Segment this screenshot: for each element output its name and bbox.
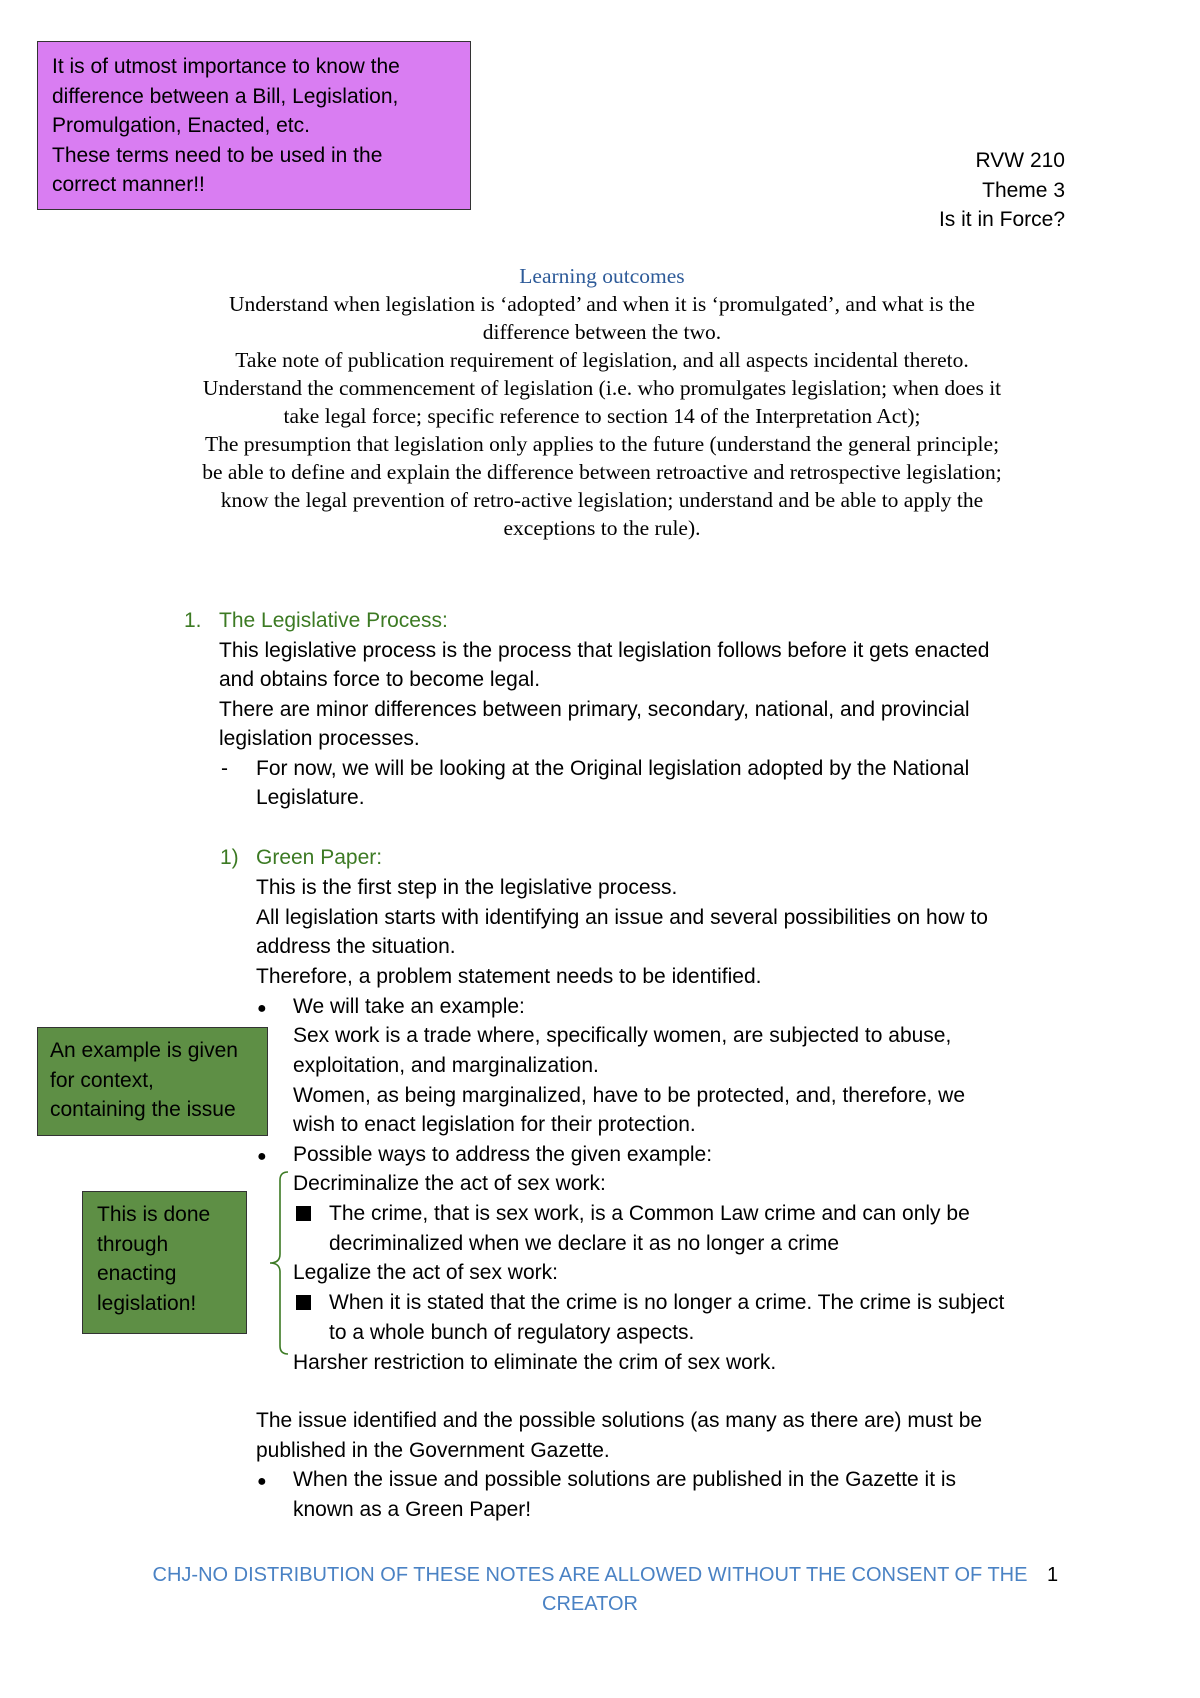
- callout-line: Promulgation, Enacted, etc.: [52, 114, 310, 138]
- subsection-text: This is the first step in the legislative process.: [256, 876, 678, 899]
- dash-marker: -: [221, 757, 228, 780]
- callout-line: These terms need to be used in the: [52, 143, 383, 167]
- footer-line: CHJ-NO DISTRIBUTION OF THESE NOTES ARE ALLOWED WITHOUT THE CONSENT OF THE: [152, 1564, 1028, 1586]
- dash-item-text: Legislature.: [256, 786, 365, 809]
- subsection-text: Therefore, a problem statement needs to be identified.: [256, 965, 762, 988]
- example-text: wish to enact legislation for their protection.: [293, 1113, 696, 1136]
- callout-example-context: [37, 1027, 268, 1136]
- bullet-text: Possible ways to address the given example:: [293, 1143, 713, 1166]
- learning-outcomes-title: Learning outcomes: [519, 264, 685, 288]
- section-text: and obtains force to become legal.: [219, 668, 541, 691]
- callout-line: legislation!: [97, 1291, 197, 1315]
- callout-line: for context,: [50, 1068, 154, 1092]
- outcome-line: Understand the commencement of legislation (i.e. who promulgates legislation; when does it: [202, 376, 1002, 400]
- callout-line: correct manner!!: [52, 173, 205, 197]
- square-bullet-icon: [296, 1206, 311, 1221]
- bullet-dot-icon: ●: [257, 1473, 267, 1490]
- option-sub-text: decriminalized when we declare it as no longer a crime: [329, 1232, 840, 1255]
- outcome-line: know the legal prevention of retro-active legislation; understand and be able to apply the: [220, 488, 984, 512]
- theme-title: Is it in Force?: [938, 208, 1065, 232]
- example-text: Women, as being marginalized, have to be protected, and, therefore, we: [293, 1084, 966, 1107]
- option-text: Harsher restriction to eliminate the crim of sex work.: [293, 1351, 777, 1374]
- bullet-dot-icon: ●: [257, 1148, 267, 1165]
- callout-line: difference between a Bill, Legislation,: [52, 84, 399, 108]
- callout-line: containing the issue: [50, 1098, 236, 1122]
- callout-line: enacting: [97, 1262, 177, 1286]
- page-number: 1: [1047, 1564, 1059, 1586]
- subsection-heading: Green Paper:: [256, 846, 383, 869]
- bullet-text: known as a Green Paper!: [293, 1498, 532, 1521]
- learning-outcomes: [140, 262, 1064, 542]
- option-text: Legalize the act of sex work:: [293, 1261, 558, 1284]
- callout-enacting-legislation: [82, 1191, 247, 1334]
- example-text: Sex work is a trade where, specifically women, are subjected to abuse,: [293, 1024, 952, 1047]
- section-heading: The Legislative Process:: [219, 609, 448, 632]
- outcome-line: be able to define and explain the difference between retroactive and retrospective legislation;: [202, 460, 1002, 484]
- dash-item-text: For now, we will be looking at the Original legislation adopted by the National: [256, 757, 970, 780]
- option-sub-text: to a whole bunch of regulatory aspects.: [329, 1321, 695, 1344]
- course-code: RVW 210: [975, 149, 1065, 172]
- example-text: exploitation, and marginalization.: [293, 1054, 599, 1077]
- footer-line: CREATOR: [542, 1593, 638, 1615]
- section-text: legislation processes.: [219, 727, 420, 750]
- option-sub-text: When it is stated that the crime is no longer a crime. The crime is subject: [329, 1291, 1005, 1314]
- option-sub-text: The crime, that is sex work, is a Common Law crime and can only be: [329, 1202, 970, 1225]
- outcome-line: The presumption that legislation only applies to the future (understand the general principle;: [204, 432, 1000, 456]
- section-number: 1.: [184, 609, 202, 632]
- outcome-line: take legal force; specific reference to section 14 of the Interpretation Act);: [283, 404, 921, 428]
- callout-line: through: [97, 1232, 169, 1256]
- callout-line: An example is given: [50, 1039, 238, 1062]
- footer-notice: [140, 1561, 1040, 1619]
- outcome-line: Take note of publication requirement of legislation, and all aspects incidental thereto.: [235, 348, 969, 372]
- document-header: [939, 146, 1065, 235]
- bullet-dot-icon: ●: [257, 1000, 267, 1017]
- section-text: There are minor differences between primary, secondary, national, and provincial: [219, 698, 970, 721]
- callout-line: This is done: [97, 1203, 211, 1226]
- callout-important-terms: [37, 41, 471, 210]
- callout-line: It is of utmost importance to know the: [52, 55, 400, 78]
- outcome-line: Understand when legislation is ‘adopted’ and when it is ‘promulgated’, and what is the: [229, 292, 975, 316]
- bullet-text: When the issue and possible solutions are published in the Gazette it is: [293, 1468, 957, 1491]
- subsection-text: address the situation.: [256, 935, 456, 958]
- publish-text: The issue identified and the possible solutions (as many as there are) must be: [256, 1409, 983, 1432]
- subsection-text: All legislation starts with identifying an issue and several possibilities on how to: [256, 906, 988, 929]
- option-text: Decriminalize the act of sex work:: [293, 1172, 606, 1195]
- outcome-line: exceptions to the rule).: [503, 516, 701, 540]
- section-text: This legislative process is the process that legislation follows before it gets enacted: [219, 639, 990, 662]
- theme-label: Theme 3: [982, 178, 1065, 202]
- publish-text: published in the Government Gazette.: [256, 1439, 610, 1462]
- subsection-number: 1): [220, 846, 239, 869]
- square-bullet-icon: [296, 1295, 311, 1310]
- outcome-line: difference between the two.: [482, 320, 722, 344]
- bracket-icon: [264, 1170, 292, 1356]
- bullet-text: We will take an example:: [293, 995, 525, 1018]
